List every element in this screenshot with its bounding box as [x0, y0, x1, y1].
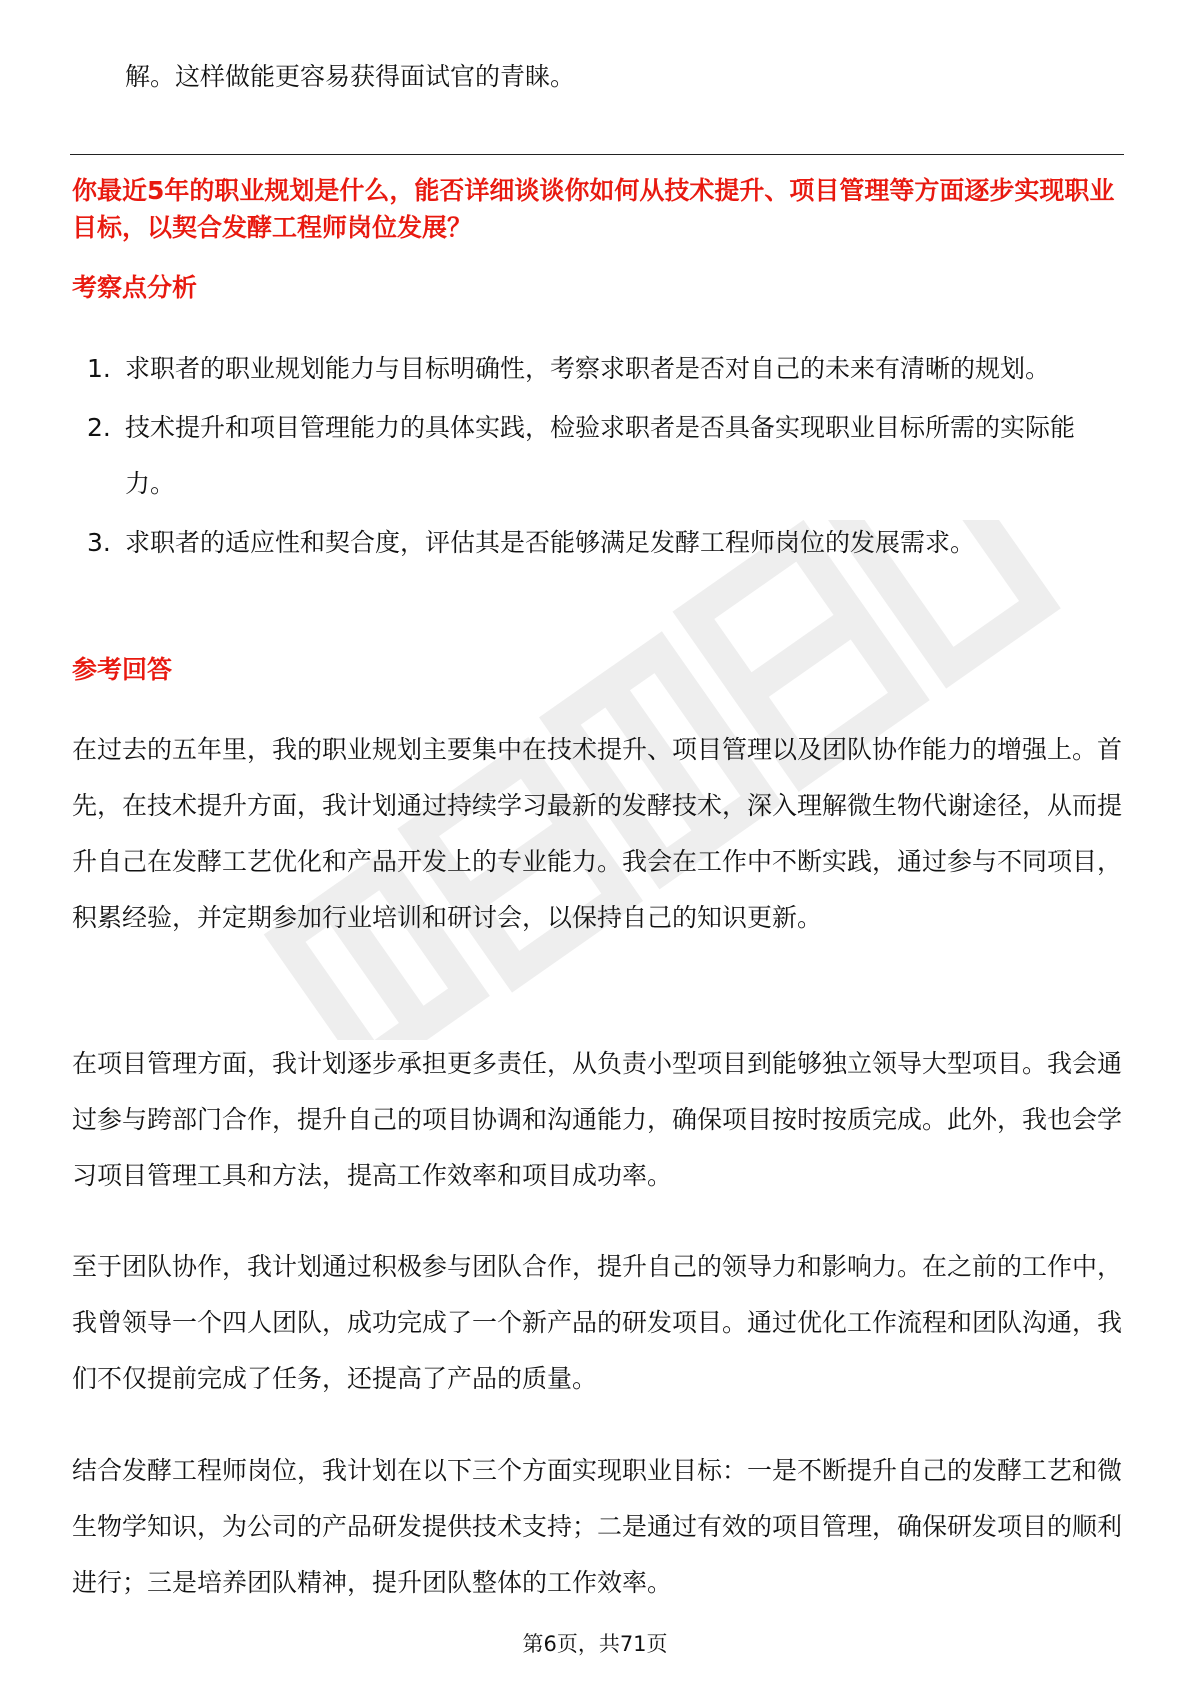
analysis-list — [72, 341, 1122, 574]
answer-paragraph: 在过去的五年里，我的职业规划主要集中在技术提升、项目管理以及团队协作能力的增强上。首先，在技术提升方面，我计划通过持续学习最新的发酵技术，深入理解微生物代谢途径，从而提升自己在发酵工艺优化和产品开发上的专业能力。我会在工作中不断实践，通过参与不同项目，积累经验，并定期参加行业培训和研讨会，以保持自己的知识更新。 — [72, 735, 1123, 932]
answer-paragraph: 在项目管理方面，我计划逐步承担更多责任，从负责小型项目到能够独立领导大型项目。我会通过参与跨部门合作，提升自己的项目协调和沟通能力，确保项目按时按质完成。此外，我也会学习项目管理工具和方法，提高工作效率和项目成功率。 — [72, 1049, 1123, 1190]
list-item — [72, 400, 1122, 512]
answer-paragraph: 结合发酵工程师岗位，我计划在以下三个方面实现职业目标：一是不断提升自己的发酵工艺和微生物学知识，为公司的产品研发提供技术支持；二是通过有效的项目管理，确保研发项目的顺利进行；三是培养团队精神，提升团队整体的工作效率。 — [72, 1456, 1123, 1597]
list-item-text: 技术提升和项目管理能力的具体实践，检验求职者是否具备实现职业目标所需的实际能力。 — [125, 413, 1076, 498]
list-item-text: 求职者的职业规划能力与目标明确性，考察求职者是否对自己的未来有清晰的规划。 — [125, 354, 1051, 383]
list-item — [72, 341, 1122, 397]
answer-heading: 参考回答 — [72, 655, 173, 684]
list-item-text: 求职者的适应性和契合度，评估其是否能够满足发酵工程师岗位的发展需求。 — [125, 528, 976, 557]
interview-question: 你最近5年的职业规划是什么，能否详细谈谈你如何从技术提升、项目管理等方面逐步实现职业目标，以契合发酵工程师岗位发展？ — [72, 176, 1115, 242]
section-divider — [70, 154, 1124, 155]
carry-over-text: 解。这样做能更容易获得面试官的青睐。 — [125, 62, 576, 91]
list-item-number: 1. — [87, 354, 111, 383]
list-item — [72, 515, 1122, 571]
page-number: 第6页，共71页 — [522, 1632, 668, 1656]
analysis-heading: 考察点分析 — [72, 273, 198, 302]
list-item-number: 3. — [87, 528, 111, 557]
answer-paragraph: 至于团队协作，我计划通过积极参与团队合作，提升自己的领导力和影响力。在之前的工作中，我曾领导一个四人团队，成功完成了一个新产品的研发项目。通过优化工作流程和团队沟通，我们不仅提前完成了任务，还提高了产品的质量。 — [72, 1252, 1123, 1393]
list-item-number: 2. — [87, 413, 111, 442]
